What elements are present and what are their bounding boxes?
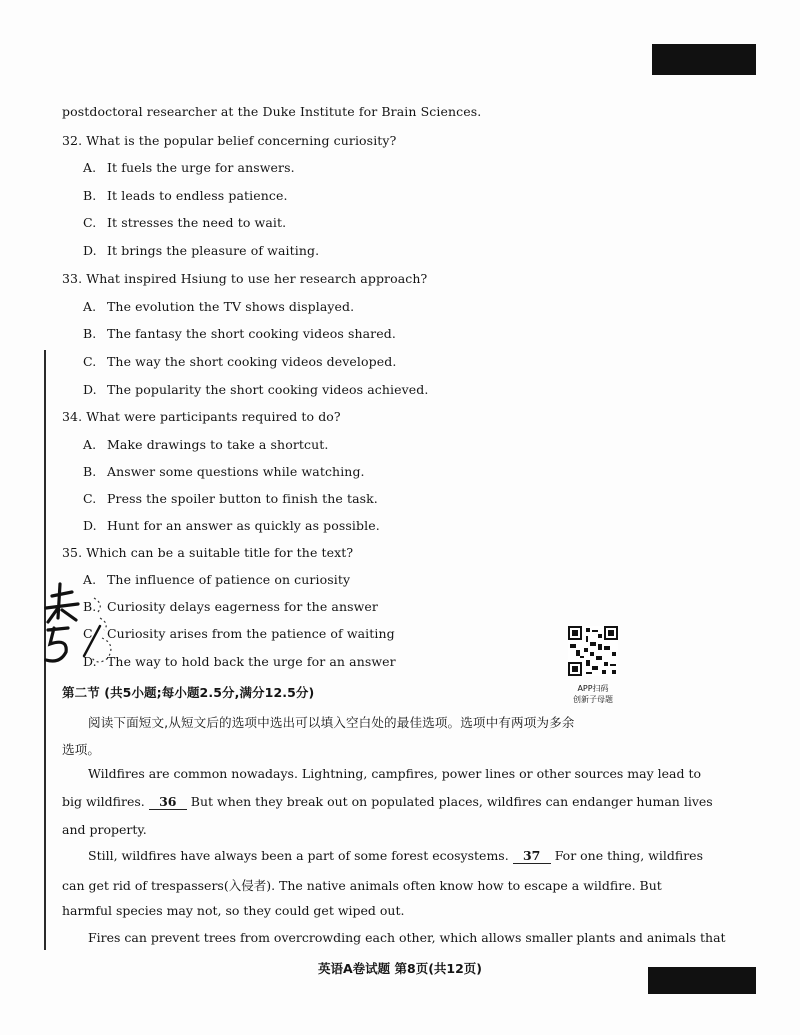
question-33-stem: 33. What inspired Hsiung to use her research approach? xyxy=(62,271,428,286)
question-34-option-d[interactable]: D. Hunt for an answer as quickly as possible. xyxy=(83,518,380,533)
question-32-option-a[interactable]: A. It fuels the urge for answers. xyxy=(83,160,295,175)
paragraph-3-line-1: Fires can prevent trees from overcrowding each other, which allows smaller plants and animals that xyxy=(88,930,726,945)
question-33-option-a[interactable]: A. The evolution the TV shows displayed. xyxy=(83,299,355,314)
question-34-option-b[interactable]: B. Answer some questions while watching. xyxy=(83,464,365,479)
question-33-option-c[interactable]: C. The way the short cooking videos developed. xyxy=(83,354,397,369)
question-35-option-d[interactable]: D. The way to hold back the urge for an answer xyxy=(83,654,396,669)
question-32-stem: 32. What is the popular belief concerning curiosity? xyxy=(62,133,397,148)
section-2-instruction-line-1: 阅读下面短文,从短文后的选项中选出可以填入空白处的最佳选项。选项中有两项为多余 xyxy=(88,715,575,730)
question-33-option-b[interactable]: B. The fantasy the short cooking videos shared. xyxy=(83,326,396,341)
question-34-stem: 34. What were participants required to do? xyxy=(62,409,341,424)
handwritten-mark xyxy=(38,578,128,678)
question-34-option-a[interactable]: A. Make drawings to take a shortcut. xyxy=(83,437,329,452)
paragraph-1-line-2: big wildfires. 36 But when they break out on populated places, wildfires can endanger human lives xyxy=(62,794,713,809)
qr-caption: APP扫码 创新子母题 xyxy=(573,684,613,704)
corner-tab-top xyxy=(652,44,756,75)
question-32-option-d[interactable]: D. It brings the pleasure of waiting. xyxy=(83,243,320,258)
question-35-option-c[interactable]: C. Curiosity arises from the patience of waiting xyxy=(83,626,395,641)
question-32-option-c[interactable]: C. It stresses the need to wait. xyxy=(83,215,287,230)
blank-37[interactable]: 37 xyxy=(513,848,551,864)
blank-36[interactable]: 36 xyxy=(149,794,187,810)
question-35-option-b[interactable]: B. Curiosity delays eagerness for the answer xyxy=(83,599,378,614)
paragraph-1-line-3: and property. xyxy=(62,822,147,837)
question-34-option-c[interactable]: C. Press the spoiler button to finish the task. xyxy=(83,491,378,506)
passage-tail: postdoctoral researcher at the Duke Institute for Brain Sciences. xyxy=(62,104,482,119)
question-32-option-b[interactable]: B. It leads to endless patience. xyxy=(83,188,288,203)
paragraph-2-line-3: harmful species may not, so they could get wiped out. xyxy=(62,903,405,918)
section-2-instruction-line-2: 选项。 xyxy=(62,742,101,757)
paragraph-1-line-1: Wildfires are common nowadays. Lightning, campfires, power lines or other sources may lead to xyxy=(88,766,702,781)
qr-code[interactable] xyxy=(568,626,618,676)
question-35-stem: 35. Which can be a suitable title for the text? xyxy=(62,545,354,560)
question-33-option-d[interactable]: D. The popularity the short cooking videos achieved. xyxy=(83,382,429,397)
paragraph-2-line-2: can get rid of trespassers(入侵者). The native animals often know how to escape a wildfire. But xyxy=(62,878,662,893)
section-2-heading: 第二节 (共5小题;每小题2.5分,满分12.5分) xyxy=(62,685,315,700)
paragraph-2-line-1: Still, wildfires have always been a part of some forest ecosystems. 37 For one thing, wildfires xyxy=(88,848,703,863)
question-35-option-a[interactable]: A. The influence of patience on curiosity xyxy=(83,572,351,587)
page-footer: 英语A卷试题 第8页(共12页) xyxy=(317,961,483,976)
